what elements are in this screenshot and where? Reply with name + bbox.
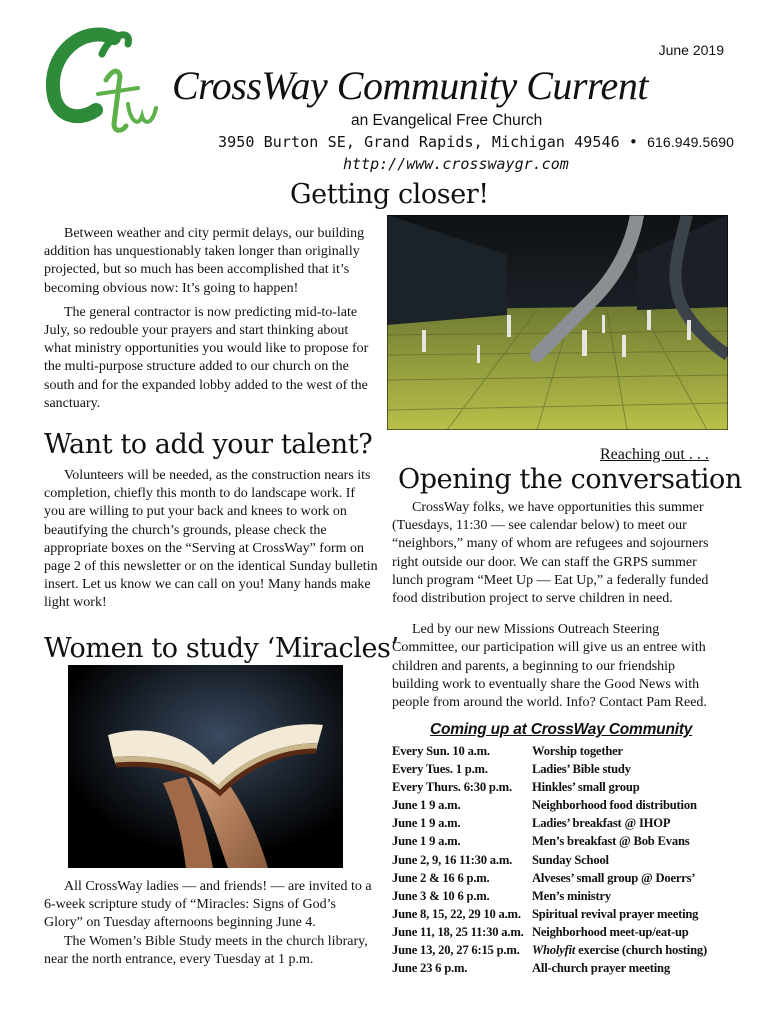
calendar-row	[392, 959, 732, 977]
paragraph: The general contractor is now predicting mid-to-late July, so redouble your prayers and start thinking about what ministry opportunities you would like to propose for the multi-purpose structure added to our church on the south and for the expanded lobby added to the west of the sanctuary.	[44, 304, 369, 411]
calendar-when: Every Tues. 1 p.m.	[392, 762, 488, 777]
calendar-event: Men’s breakfast @ Bob Evans	[532, 834, 690, 849]
calendar-event: Alveses’ small group @ Doerrs’	[532, 870, 696, 885]
calendar-row	[392, 851, 732, 869]
calendar-event-emphasis: Wholyfit	[532, 943, 576, 958]
calendar-event: Men’s ministry	[532, 888, 611, 903]
calendar-when: June 2, 9, 16 11:30 a.m.	[392, 852, 513, 867]
calendar-row	[392, 832, 732, 850]
calendar-row	[392, 923, 732, 941]
kicker-reaching-out: Reaching out . . .	[600, 446, 709, 463]
calendar-row	[392, 941, 732, 959]
calendar-when: June 2 & 16 6 p.m.	[392, 870, 490, 885]
paragraph: Led by our new Missions Outreach Steering Committee, our participation will give us an entree with children and parents, a beginning to our friendship building work to eventually share the Good News with people from around the world. Info? Contact Pam Reed.	[392, 622, 707, 711]
headline-getting-closer: Getting closer!	[290, 179, 489, 210]
paragraph: The Women’s Bible Study meets in the church library, near the north entrance, every Tuesday at 1 p.m.	[44, 933, 368, 967]
headline-women-miracles: Women to study ‘Miracles’	[44, 633, 399, 664]
article-add-your-talent	[44, 467, 378, 613]
calendar-when: June 13, 20, 27 6:15 p.m.	[392, 943, 520, 958]
address: 3950 Burton SE, Grand Rapids, Michigan 49546 •	[218, 133, 639, 151]
calendar-event: All-church prayer meeting	[532, 961, 670, 976]
calendar-event: Hinkles’ small group	[532, 780, 640, 795]
calendar-event-text: exercise (church hosting)	[575, 943, 707, 958]
calendar-when: June 23 6 p.m.	[392, 961, 468, 976]
calendar-row	[392, 742, 732, 760]
calendar-row	[392, 760, 732, 778]
calendar-list	[392, 742, 732, 977]
headline-opening-conversation: Opening the conversation	[398, 464, 742, 495]
calendar-row	[392, 814, 732, 832]
calendar-when: June 8, 15, 22, 29 10 a.m.	[392, 906, 521, 921]
calendar-when: June 1 9 a.m.	[392, 834, 461, 849]
calendar-when: Every Thurs. 6:30 p.m.	[392, 780, 512, 795]
calendar-when: June 1 9 a.m.	[392, 816, 461, 831]
paragraph: Between weather and city permit delays, our building addition has unquestionably taken longer than originally projected, but so much has been accomplished that it’s becoming obvious now: It’s going to happen!	[44, 226, 365, 296]
paragraph: CrossWay folks, we have opportunities this summer (Tuesdays, 11:30 — see calendar below) to meet our “neighbors,” many of whom are refugees and sojourners right outside our door. We can staff the GRPS summer lunch program “Meet Up — Eat Up,” a federally funded food distribution project to serve children in need.	[392, 500, 709, 607]
calendar-event: Ladies’ Bible study	[532, 762, 631, 777]
calendar-event: Neighborhood meet-up/eat-up	[532, 924, 689, 939]
calendar-event: Neighborhood food distribution	[532, 798, 697, 813]
calendar-row	[392, 796, 732, 814]
issue-date: June 2019	[658, 42, 724, 58]
calendar-row	[392, 869, 732, 887]
calendar-title: Coming up at CrossWay Community	[430, 721, 693, 738]
website-url[interactable]: http://www.crosswaygr.com	[343, 155, 569, 173]
calendar-when: June 11, 18, 25 11:30 a.m.	[392, 924, 524, 939]
calendar-row	[392, 778, 732, 796]
calendar-event: Worship together	[532, 744, 623, 758]
calendar-event: Spiritual revival prayer meeting	[532, 906, 699, 921]
tagline: an Evangelical Free Church	[351, 112, 543, 129]
article-women-miracles	[44, 878, 374, 969]
phone-number: 616.949.5690	[647, 134, 734, 150]
headline-add-your-talent: Want to add your talent?	[44, 429, 373, 460]
calendar-when: Every Sun. 10 a.m.	[392, 744, 490, 758]
calendar-row	[392, 887, 732, 905]
calendar-event: Sunday School	[532, 852, 609, 867]
construction-photo	[387, 215, 728, 430]
article-opening-conversation	[392, 499, 724, 712]
article-getting-closer	[44, 225, 372, 413]
address-line	[218, 133, 734, 151]
calendar-event	[532, 941, 707, 959]
paragraph: Volunteers will be needed, as the construction nears its completion, chiefly this month to do landscape work. If you are willing to put your back and knees to work on beautifying the church’s grounds, please check the appropriate boxes on the “Serving at CrossWay” form on page 2 of this newsletter or on the identical Sunday bulletin insert. Let us know we can call on you! Many hands make light work!	[44, 468, 378, 611]
calendar-event: Ladies’ breakfast @ IHOP	[532, 816, 671, 831]
masthead-title: CrossWay Community Current	[172, 63, 648, 108]
open-bible-photo	[68, 665, 343, 868]
calendar-row	[392, 905, 732, 923]
ctw-logo-icon	[44, 24, 162, 142]
calendar-when: June 3 & 10 6 p.m.	[392, 888, 490, 903]
paragraph: All CrossWay ladies — and friends! — are invited to a 6-week scripture study of “Miracles: Signs of God’s Glory” on Tuesday afternoons beginning June 4.	[44, 879, 372, 931]
calendar-when: June 1 9 a.m.	[392, 798, 461, 813]
